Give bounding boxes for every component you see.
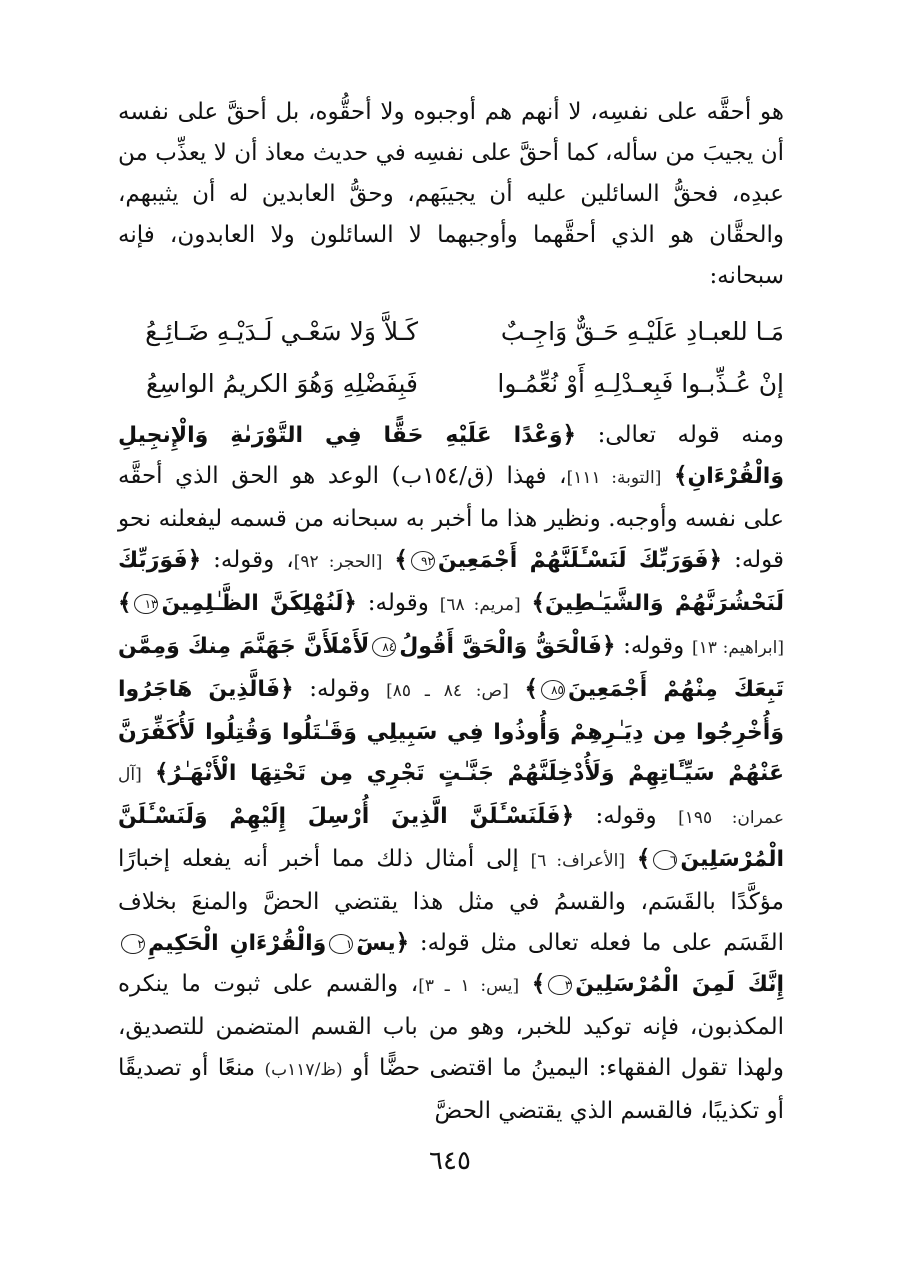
poem-verse-2-first-hemistich: إنْ عُـذِّبـوا فَبِعـدْلِـهِ أَوْ نُعِّمُـوا (497, 368, 784, 398)
poem-verse-2 (118, 357, 784, 409)
quran-verse: وَعْدًا عَلَيْهِ حَقًّا فِي التَّوْرَىٰةِ وَالْإِنجِيلِ وَالْقُرْءَانِ (118, 423, 784, 489)
page-number: ٦٤٥ (429, 1146, 471, 1176)
ayah-number-marker: ٦ (653, 850, 677, 870)
ayah-number-marker: ١ (329, 934, 353, 954)
quran-close-bracket: ﴾ (531, 971, 546, 997)
quran-close-bracket: ﴾ (155, 760, 169, 786)
quran-verse: فَلَنَسْـَٔلَنَّ الَّذِينَ أُرْسِلَ إِلَيْهِمْ وَلَنَسْـَٔلَنَّ الْمُرْسَلِينَ (118, 804, 785, 872)
poem (118, 305, 784, 409)
quran-close-bracket: ﴾ (531, 590, 545, 616)
verse-reference: [آل عمران: ١٩٥] (118, 765, 784, 828)
quran-open-bracket: ﴿ (560, 803, 575, 829)
ayah-number-marker: ٢ (121, 934, 145, 954)
quran-open-bracket: ﴿ (280, 676, 294, 702)
text-segment: وقوله: (623, 633, 685, 659)
quran-verse: لَنُهْلِكَنَّ الظَّـٰلِمِينَ (161, 591, 344, 616)
quran-verse: فَوَرَبِّكَ لَنَسْـَٔلَنَّهُمْ أَجْمَعِينَ (437, 548, 709, 573)
ayah-number-marker: ١٣ (134, 594, 158, 614)
verse-reference: [التوبة: ١١١] (566, 468, 662, 488)
quran-verse: إِنَّكَ لَمِنَ الْمُرْسَلِينَ (575, 972, 785, 997)
main-paragraph (118, 415, 784, 1132)
intro-paragraph: هو أحقَّه على نفسِه، لا أنهم هم أوجبوه ولا أحقُّوه، بل أحقَّ على نفسه أن يجيبَ من سأله، كما أحقَّ على نفسِه في حديث معاذ أن لا يعذِّب من عبدِه، فحقُّ السائلين عليه أن يجيبَهم، وحقُّ العابدين له أن يثيبهم، والحقَّان هو الذي أحقَّهما وأوجبهما لا السائلون ولا العابدون، فإنه سبحانه: (118, 99, 784, 289)
quran-verse: فَوَرَبِّكَ لَنَحْشُرَنَّهُمْ وَالشَّيَـٰطِينَ (118, 548, 785, 616)
text-segment: وقوله: (309, 676, 371, 702)
ayah-number-marker: ٨٥ (541, 680, 565, 700)
verse-reference: [الحجر: ٩٢] (293, 552, 383, 572)
ayah-number-marker: ٣ (548, 975, 572, 995)
text-segment: ، وقوله: (213, 547, 294, 573)
text-segment: ، فهذا (ق/١٥٤ب) الوعد هو الحق الذي أحقَّه على نفسه وأوجبه. ونظير هذا ما أخبر به سبحانه من قسمه ليفعلنه نحو قوله: (118, 463, 785, 573)
text-segment: ومنه قوله تعالى: (597, 422, 784, 448)
ayah-number-marker: ٨٤ (372, 637, 396, 657)
verse-reference: [الأعراف: ٦] (530, 851, 626, 871)
quran-verse: فَالْحَقُّ وَالْحَقَّ أَقُولُ (399, 634, 602, 659)
quran-verse: يسٓ (356, 931, 396, 956)
verse-reference: [ص: ٨٤ ـ ٨٥] (386, 681, 509, 701)
poem-verse-1 (118, 305, 784, 357)
poem-verse-2-second-hemistich: فَبِفَضْلِهِ وَهُوَ الكريمُ الواسِعُ (146, 368, 418, 398)
text-segment: منعًا أو تصديقًا أو تكذيبًا، فالقسم الذي يقتضي الحضَّ (118, 1055, 784, 1124)
manuscript-reference: (ظ/١١٧ب) (264, 1060, 343, 1080)
quran-open-bracket: ﴿ (562, 422, 577, 448)
quran-open-bracket: ﴿ (395, 930, 410, 956)
poem-verse-1-first-hemistich: مَـا للعبـادِ عَلَيْـهِ حَـقٌّ وَاجِـبٌ (500, 316, 784, 346)
quran-open-bracket: ﴿ (187, 547, 202, 573)
text-segment: وقوله: (367, 590, 429, 616)
quran-open-bracket: ﴿ (708, 547, 723, 573)
quran-close-bracket: ﴾ (118, 590, 132, 616)
text-segment: إلى أمثال ذلك مما أخبر أنه يفعله إخبارًا مؤكَّدًا بالقَسَم، والقسمُ في مثل هذا يقتضي الحضَّ والمنعَ بخلاف القَسَم على ما فعله تعالى مثل قوله: (118, 846, 785, 956)
quran-verse: فَالَّذِينَ هَاجَرُوا وَأُخْرِجُوا مِن دِيَـٰرِهِمْ وَأُوذُوا فِي سَبِيلِي وَقَـٰتَلُوا وَقُتِلُوا لَأُكَفِّرَنَّ عَنْهُمْ سَيِّـَٔاتِهِمْ وَلَأُدْخِلَنَّهُمْ جَنَّـٰتٍ تَجْرِي مِن تَحْتِهَا الْأَنْهَـٰرُ (118, 677, 785, 786)
quran-close-bracket: ﴾ (673, 463, 688, 489)
quran-close-bracket: ﴾ (394, 547, 408, 573)
verse-reference: [يس: ١ ـ ٣] (418, 976, 520, 996)
verse-reference: [ابراهيم: ١٣] (691, 638, 784, 658)
text-segment: ، والقسم على ثبوت ما ينكره المكذبون، فإنه توكيد للخبر، وهو من باب القسم المتضمن للتصديق، ولهذا تقول الفقهاء: اليمينُ ما اقتضى حضًّا أو (118, 971, 785, 1081)
book-page (118, 92, 784, 1132)
quran-close-bracket: ﴾ (524, 676, 538, 702)
quran-verse: وَالْقُرْءَانِ الْحَكِيمِ (148, 931, 327, 956)
verse-reference: [مريم: ٦٨] (439, 595, 521, 615)
quran-open-bracket: ﴿ (601, 633, 616, 659)
quran-open-bracket: ﴿ (343, 590, 357, 616)
poem-verse-1-second-hemistich: كَـلاَّ وَلا سَعْـي لَـدَيْـهِ ضَـائِـعُ (145, 316, 418, 346)
quran-verse: لَأَمْلَأَنَّ جَهَنَّمَ مِنكَ وَمِمَّن تَبِعَكَ مِنْهُمْ أَجْمَعِينَ (118, 634, 785, 702)
text-segment: وقوله: (595, 803, 657, 829)
ayah-number-marker: ٩٢ (411, 551, 435, 571)
quran-close-bracket: ﴾ (636, 846, 651, 872)
